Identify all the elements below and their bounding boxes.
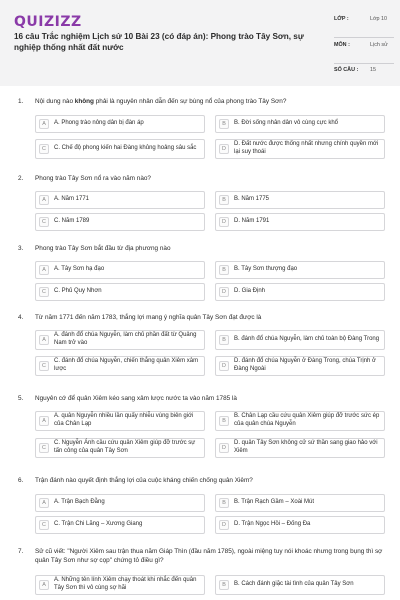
option-letter: D bbox=[219, 361, 229, 371]
meta-subject-value: Lịch sử bbox=[370, 42, 388, 48]
option-letter: A bbox=[39, 195, 49, 205]
question-text: Từ năm 1771 đến năm 1783, thắng lợi mang ý nghĩa quân Tây Sơn đạt được là bbox=[35, 314, 262, 321]
option-2a[interactable] bbox=[35, 191, 205, 209]
question-number: 3. bbox=[18, 245, 24, 252]
option-5c[interactable] bbox=[35, 438, 205, 458]
option-text: C. Nguyễn Ánh cầu cứu quân Xiêm giúp đỡ trước sự tấn công của quân Tây Sơn bbox=[54, 440, 196, 454]
option-letter: C bbox=[39, 443, 49, 453]
option-text: D. Gia Định bbox=[234, 288, 266, 295]
option-1a[interactable] bbox=[35, 115, 205, 133]
question-number: 7. bbox=[18, 548, 24, 555]
option-letter: B bbox=[219, 119, 229, 129]
option-text: A. Năm 1771 bbox=[54, 196, 90, 203]
option-text: D. Trận Ngọc Hồi – Đống Đa bbox=[234, 521, 311, 528]
question-number: 6. bbox=[18, 477, 24, 484]
option-letter: D bbox=[219, 520, 229, 530]
option-5d[interactable] bbox=[215, 438, 385, 458]
question-text-part: Nội dung nào bbox=[35, 98, 75, 105]
option-letter: A bbox=[39, 119, 49, 129]
question-text: Phong trào Tây Sơn nổ ra vào năm nào? bbox=[35, 175, 151, 182]
worksheet-title: 16 câu Trắc nghiệm Lịch sử 10 Bài 23 (có đáp án): Phong trào Tây Sơn, sự nghiệp thống nhất đất nước bbox=[14, 32, 304, 52]
option-letter: B bbox=[219, 416, 229, 426]
option-text: C. Chế độ phong kiến hai Đàng khủng hoảng sâu sắc bbox=[54, 145, 197, 152]
option-letter: A bbox=[39, 265, 49, 275]
meta-grade-value: Lớp 10 bbox=[370, 16, 388, 22]
option-6d[interactable] bbox=[215, 516, 385, 534]
option-letter: C bbox=[39, 217, 49, 227]
option-6c[interactable] bbox=[35, 516, 205, 534]
option-text: B. Chân Lạp cầu cứu quân Xiêm giúp đỡ trước sức ép của quân chúa Nguyễn bbox=[234, 413, 380, 427]
worksheet-header bbox=[0, 0, 400, 86]
option-4c[interactable] bbox=[35, 356, 205, 376]
option-text: D. quân Tây Sơn không cử sứ thần sang giao hảo với Xiêm bbox=[234, 440, 378, 454]
option-text: B. Đời sống nhân dân vô cùng cực khổ bbox=[234, 120, 339, 127]
option-5b[interactable] bbox=[215, 411, 385, 431]
question-number: 1. bbox=[18, 98, 24, 105]
option-4d[interactable] bbox=[215, 356, 385, 376]
option-text: C. Trận Chi Lăng – Xương Giang bbox=[54, 521, 143, 528]
question-number: 4. bbox=[18, 314, 24, 321]
option-text: A. Phong trào nông dân bị đàn áp bbox=[54, 120, 144, 127]
option-letter: D bbox=[219, 287, 229, 297]
option-letter: A bbox=[39, 416, 49, 426]
option-5a[interactable] bbox=[35, 411, 205, 431]
question-number: 5. bbox=[18, 395, 24, 402]
question-text-emphasis: không bbox=[74, 98, 94, 105]
option-text: B. đánh đổ chúa Nguyễn, làm chủ toàn bộ Đàng Trong bbox=[234, 336, 380, 343]
option-text: D. Năm 1791 bbox=[234, 218, 270, 225]
option-letter: C bbox=[39, 361, 49, 371]
question-text-part: phải là nguyên nhân dẫn đến sự bùng nổ của phong trào Tây Sơn? bbox=[93, 98, 287, 105]
option-3c[interactable] bbox=[35, 283, 205, 301]
option-7a[interactable] bbox=[35, 575, 205, 595]
option-letter: B bbox=[219, 498, 229, 508]
option-4a[interactable] bbox=[35, 330, 205, 350]
question-text: Sử cũ viết: "Người Xiêm sau trận thua năm Giáp Thìn (đầu năm 1785), ngoài miệng tuy nói khoác nhưng trong bụng thì sợ quân Tây Sơn như sợ cọp" chứng tỏ điều gì? bbox=[35, 548, 383, 564]
option-2b[interactable] bbox=[215, 191, 385, 209]
option-text: B. Năm 1775 bbox=[234, 196, 270, 203]
option-text: B. Cách đánh giặc tài tình của quân Tây Sơn bbox=[234, 581, 354, 588]
option-3d[interactable] bbox=[215, 283, 385, 301]
question-number: 2. bbox=[18, 175, 24, 182]
option-letter: A bbox=[39, 580, 49, 590]
option-3a[interactable] bbox=[35, 261, 205, 279]
option-text: D. đánh đổ chúa Nguyễn ở Đàng Trong, chúa Trịnh ở Đàng Ngoài bbox=[234, 358, 376, 372]
option-6a[interactable] bbox=[35, 494, 205, 512]
meta-count-label: SỐ CÂU : bbox=[334, 67, 359, 73]
quizizz-logo: QUIZIZZ bbox=[14, 14, 82, 30]
option-letter: B bbox=[219, 335, 229, 345]
meta-divider bbox=[334, 37, 394, 38]
meta-subject-label: MÔN : bbox=[334, 42, 350, 48]
option-letter: A bbox=[39, 335, 49, 345]
option-text: A. Những tên lính Xiêm chạy thoát khi nhắc đến quân Tây Sơn thì vô cùng sợ hãi bbox=[54, 577, 197, 591]
option-4b[interactable] bbox=[215, 330, 385, 350]
option-1c[interactable] bbox=[35, 139, 205, 159]
option-letter: C bbox=[39, 287, 49, 297]
option-letter: D bbox=[219, 443, 229, 453]
option-1b[interactable] bbox=[215, 115, 385, 133]
option-text: A. quân Nguyễn nhiều lần quấy nhiễu vùng biên giới của Chân Lạp bbox=[54, 413, 194, 427]
option-letter: C bbox=[39, 144, 49, 154]
option-1d[interactable] bbox=[215, 139, 385, 159]
option-letter: B bbox=[219, 580, 229, 590]
option-text: D. Đất nước được thống nhất nhưng chính quyền mới lại suy thoái bbox=[234, 141, 379, 155]
option-3b[interactable] bbox=[215, 261, 385, 279]
meta-grade-label: LỚP : bbox=[334, 16, 349, 22]
option-letter: D bbox=[219, 144, 229, 154]
option-text: C. Phủ Quy Nhơn bbox=[54, 288, 102, 295]
option-7b[interactable] bbox=[215, 575, 385, 595]
option-text: A. Trận Bạch Đằng bbox=[54, 499, 105, 506]
option-letter: A bbox=[39, 498, 49, 508]
option-text: A. đánh đổ chúa Nguyễn, làm chủ phần đất từ Quảng Nam trở vào bbox=[54, 332, 197, 346]
question-text: Trận đánh nào quyết định thắng lợi của cuộc kháng chiến chống quân Xiêm? bbox=[35, 477, 253, 484]
option-6b[interactable] bbox=[215, 494, 385, 512]
option-2d[interactable] bbox=[215, 213, 385, 231]
option-letter: B bbox=[219, 195, 229, 205]
meta-count-value: 15 bbox=[370, 67, 376, 73]
option-letter: C bbox=[39, 520, 49, 530]
question-text bbox=[35, 97, 385, 106]
option-text: B. Tây Sơn thượng đạo bbox=[234, 266, 298, 273]
question-text: Phong trào Tây Sơn bắt đầu từ địa phương nào bbox=[35, 245, 171, 252]
option-text: C. đánh đổ chúa Nguyễn, chiến thắng quân Xiêm xâm lược bbox=[54, 358, 199, 372]
meta-divider bbox=[334, 63, 394, 64]
option-text: B. Trận Rạch Gầm – Xoài Mút bbox=[234, 499, 315, 506]
option-text: A. Tây Sơn hạ đạo bbox=[54, 266, 105, 273]
option-2c[interactable] bbox=[35, 213, 205, 231]
option-text: C. Năm 1789 bbox=[54, 218, 90, 225]
option-letter: D bbox=[219, 217, 229, 227]
option-letter: B bbox=[219, 265, 229, 275]
question-text: Nguyên cớ để quân Xiêm kéo sang xâm lược nước ta vào năm 1785 là bbox=[35, 395, 237, 402]
